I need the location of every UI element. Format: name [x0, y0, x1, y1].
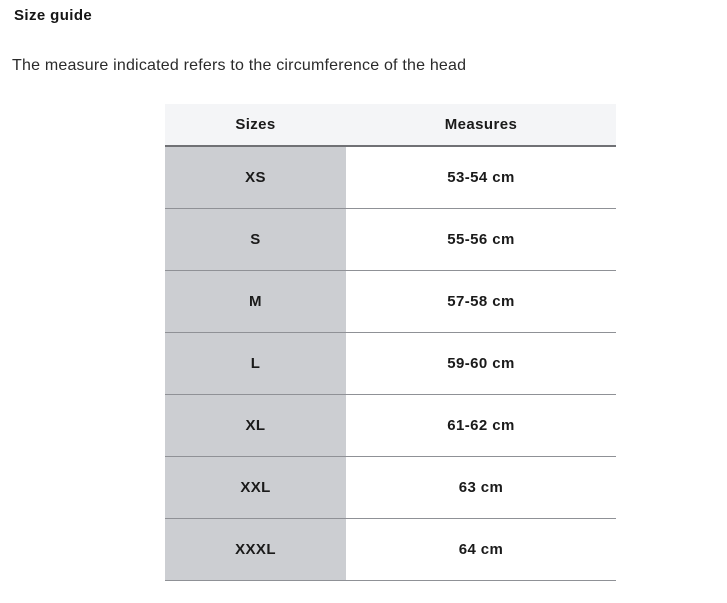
table-row	[165, 519, 616, 581]
column-header-measures: Measures	[444, 116, 518, 133]
size-cell: XXXL	[165, 519, 346, 580]
table-header-row	[165, 104, 616, 147]
size-cell: S	[165, 209, 346, 270]
measure-cell: 64 cm	[458, 541, 504, 558]
size-cell: L	[165, 333, 346, 394]
table-row	[165, 209, 616, 271]
column-header-sizes: Sizes	[235, 116, 276, 133]
measure-cell: 63 cm	[458, 479, 504, 496]
size-guide-table	[165, 104, 616, 581]
measure-cell: 55-56 cm	[447, 231, 515, 248]
measure-cell: 61-62 cm	[447, 417, 515, 434]
size-cell: M	[165, 271, 346, 332]
measure-cell: 57-58 cm	[447, 293, 515, 310]
table-row	[165, 271, 616, 333]
measure-cell: 59-60 cm	[447, 355, 515, 372]
size-guide-description: The measure indicated refers to the circumference of the head	[12, 57, 467, 74]
table-row	[165, 457, 616, 519]
measure-cell: 53-54 cm	[447, 169, 515, 186]
page-title: Size guide	[14, 7, 93, 24]
table-row	[165, 333, 616, 395]
table-row	[165, 147, 616, 209]
table-row	[165, 395, 616, 457]
size-cell: XL	[165, 395, 346, 456]
size-cell: XS	[165, 147, 346, 208]
size-cell: XXL	[165, 457, 346, 518]
